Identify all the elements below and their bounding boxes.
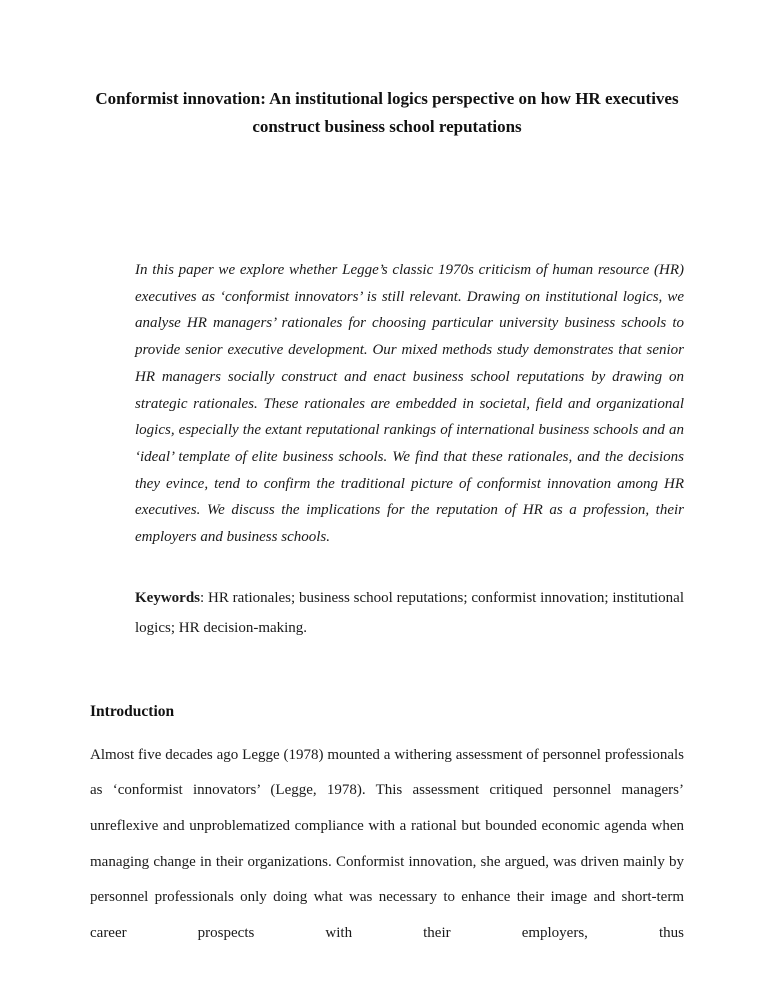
section-heading-introduction: Introduction xyxy=(90,702,175,720)
keywords-paragraph xyxy=(135,583,684,643)
introduction-paragraph: Almost five decades ago Legge (1978) mounted a withering assessment of personnel professionals as ‘conformist innovators’ (Legge, 1978). This assessment critiqued personnel managers’ unreflexive and unproblematized compliance with a rational but bounded economic agenda when managing change in their organizations. Conformist innovation, she argued, was driven mainly by personnel professionals only doing what was necessary to enhance their image and short-term career prospects with their employers, thus xyxy=(90,746,684,941)
keywords-text: : HR rationales; business school reputations; conformist innovation; institutional logics; HR decision-making. xyxy=(135,589,684,636)
abstract-paragraph: In this paper we explore whether Legge’s classic 1970s criticism of human resource (HR) executives as ‘conformist innovators’ is still relevant. Drawing on institutional logics, we analyse HR managers’ rationales for choosing particular university business schools to provide senior executive development. Our mixed methods study demonstrates that senior HR managers socially construct and enact business school reputations by drawing on strategic rationales. These rationales are embedded in societal, field and organizational logics, especially the extant reputational rankings of international business schools and an ‘ideal’ template of elite business schools. We find that these rationales, and the decisions they evince, tend to confirm the traditional picture of conformist innovation among HR executives. We discuss the implications for the reputation of HR as a profession, their employers and business schools. xyxy=(135,262,684,546)
keywords-label: Keywords xyxy=(135,589,200,606)
paper-title: Conformist innovation: An institutional logics perspective on how HR executives construct business school reputations xyxy=(95,89,679,136)
